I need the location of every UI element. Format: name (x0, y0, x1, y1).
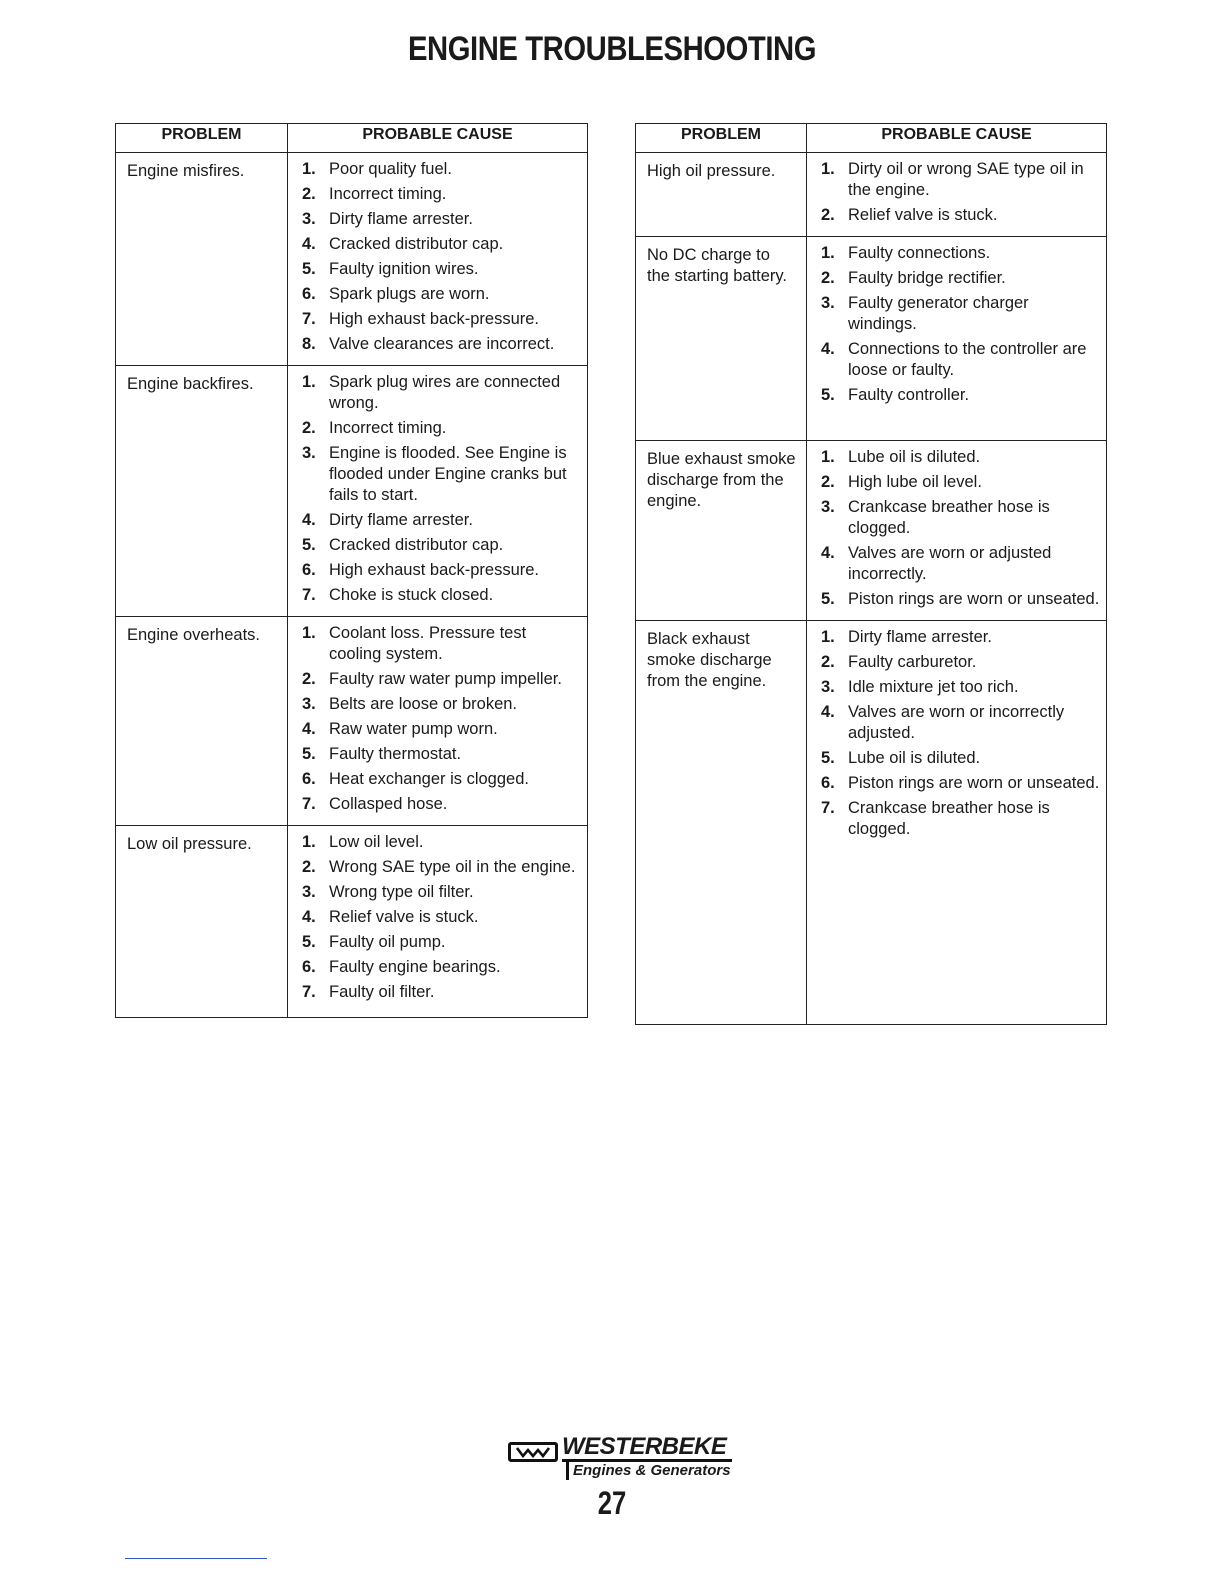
cause-number: 5. (821, 386, 835, 404)
cause-list (302, 623, 583, 815)
cause-number: 4. (302, 720, 316, 738)
troubleshooting-table-right (635, 123, 1107, 1025)
cause-number: 4. (302, 908, 316, 926)
cause-number: 8. (302, 335, 316, 353)
cause-text: Valves are worn or adjusted incorrectly. (848, 544, 1052, 583)
cause-number: 2. (821, 206, 835, 224)
cause-item (302, 184, 583, 205)
cause-item (821, 472, 1102, 493)
cause-text: High exhaust back-pressure. (329, 310, 540, 328)
cause-text: Faulty generator charger windings. (848, 294, 1029, 333)
cause-number: 1. (302, 833, 316, 851)
cause-text: Raw water pump worn. (329, 720, 498, 738)
cause-item (821, 205, 1102, 226)
cause-item (821, 447, 1102, 468)
cause-item (821, 339, 1102, 381)
cause-item (302, 623, 583, 665)
cause-item (821, 773, 1102, 794)
probable-cause-cell (807, 441, 1107, 621)
cause-item (302, 882, 583, 903)
cause-item (302, 744, 583, 765)
brand-name: WESTERBEKE (562, 1435, 732, 1462)
cause-text: Crankcase breather hose is clogged. (848, 799, 1050, 838)
brand-tagline: Engines & Generators (566, 1462, 731, 1480)
cause-item (302, 669, 583, 690)
troubleshooting-row (116, 617, 588, 826)
cause-number: 5. (821, 590, 835, 608)
cause-item (302, 769, 583, 790)
cause-number: 6. (302, 561, 316, 579)
cause-text: Piston rings are worn or unseated. (848, 774, 1100, 792)
cause-text: Faulty connections. (848, 244, 991, 262)
cause-number: 3. (302, 210, 316, 228)
cause-text: Faulty oil filter. (329, 983, 435, 1001)
probable-cause-cell (288, 826, 588, 1018)
cause-item (302, 443, 583, 506)
cause-number: 3. (821, 498, 835, 516)
cause-number: 4. (821, 703, 835, 721)
cause-item (302, 284, 583, 305)
cause-item (821, 243, 1102, 264)
problem-header: PROBLEM (116, 124, 288, 153)
westerbeke-logo-icon (508, 1442, 558, 1462)
cause-number: 1. (821, 160, 835, 178)
cause-text: Dirty flame arrester. (329, 511, 473, 529)
problem-cell: Engine misfires. (116, 153, 288, 366)
cause-item (302, 794, 583, 815)
cause-text: Incorrect timing. (329, 185, 447, 203)
cause-text: Spark plug wires are connected wrong. (329, 373, 561, 412)
cause-text: Lube oil is diluted. (848, 448, 981, 466)
cause-item (821, 677, 1102, 698)
cause-text: High exhaust back-pressure. (329, 561, 540, 579)
problem-cell: Engine overheats. (116, 617, 288, 826)
cause-text: Engine is flooded. See Engine is flooded under Engine cranks but fails to start. (329, 444, 567, 504)
cause-text: Connections to the controller are loose or faulty. (848, 340, 1087, 379)
troubleshooting-row (636, 621, 1107, 1025)
cause-item (302, 907, 583, 928)
cause-item (302, 694, 583, 715)
problem-cell: No DC charge to the starting battery. (636, 237, 807, 441)
cause-text: Faulty thermostat. (329, 745, 462, 763)
cause-text: High lube oil level. (848, 473, 982, 491)
cause-text: Belts are loose or broken. (329, 695, 518, 713)
probable-cause-cell (807, 237, 1107, 441)
problem-header: PROBLEM (636, 124, 807, 153)
cause-number: 5. (302, 745, 316, 763)
cause-item (302, 259, 583, 280)
troubleshooting-row (636, 441, 1107, 621)
cause-text: Relief valve is stuck. (848, 206, 998, 224)
cause-number: 3. (302, 695, 316, 713)
cause-item (821, 702, 1102, 744)
cause-item (302, 832, 583, 853)
cause-item (821, 268, 1102, 289)
cause-item (302, 560, 583, 581)
cause-number: 5. (302, 933, 316, 951)
cause-text: Dirty flame arrester. (329, 210, 473, 228)
cause-number: 7. (302, 983, 316, 1001)
cause-number: 6. (302, 285, 316, 303)
cause-text: Idle mixture jet too rich. (848, 678, 1019, 696)
cause-text: Crankcase breather hose is clogged. (848, 498, 1050, 537)
cause-number: 1. (821, 628, 835, 646)
cause-number: 2. (302, 670, 316, 688)
cause-number: 7. (302, 310, 316, 328)
cause-item (302, 857, 583, 878)
cause-item (302, 209, 583, 230)
cause-text: Faulty oil pump. (329, 933, 446, 951)
cause-text: Faulty bridge rectifier. (848, 269, 1006, 287)
cause-text: Relief valve is stuck. (329, 908, 479, 926)
page-number: 27 (597, 1485, 627, 1521)
cause-list (302, 372, 583, 606)
troubleshooting-row (636, 153, 1107, 237)
cause-number: 3. (302, 444, 316, 462)
cause-item (821, 589, 1102, 610)
cause-number: 6. (302, 958, 316, 976)
cause-item (302, 585, 583, 606)
cause-number: 4. (821, 544, 835, 562)
cause-text: Wrong type oil filter. (329, 883, 474, 901)
cause-number: 5. (821, 749, 835, 767)
problem-cell: Blue exhaust smoke discharge from the engine. (636, 441, 807, 621)
cause-text: Collasped hose. (329, 795, 448, 813)
cause-text: Choke is stuck closed. (329, 586, 494, 604)
cause-number: 2. (302, 858, 316, 876)
troubleshooting-row (636, 237, 1107, 441)
cause-number: 4. (302, 235, 316, 253)
cause-list (821, 243, 1102, 406)
probable-cause-cell (288, 153, 588, 366)
cause-number: 7. (302, 795, 316, 813)
cause-text: Faulty carburetor. (848, 653, 977, 671)
cause-item (821, 159, 1102, 201)
cause-number: 5. (302, 536, 316, 554)
cause-item (302, 957, 583, 978)
cause-number: 2. (302, 419, 316, 437)
cause-item (821, 293, 1102, 335)
cause-number: 7. (821, 799, 835, 817)
cause-list (302, 832, 583, 1003)
cause-item (821, 497, 1102, 539)
cause-item (302, 418, 583, 439)
cause-number: 3. (821, 678, 835, 696)
cause-list (821, 627, 1102, 840)
cause-text: Spark plugs are worn. (329, 285, 490, 303)
cause-text: Faulty ignition wires. (329, 260, 479, 278)
cause-item (821, 748, 1102, 769)
cause-item (302, 234, 583, 255)
probable-cause-cell (807, 153, 1107, 237)
cause-text: Faulty controller. (848, 386, 970, 404)
troubleshooting-row (116, 366, 588, 617)
cause-item (302, 535, 583, 556)
cause-item (302, 159, 583, 180)
cause-number: 1. (821, 244, 835, 262)
page-title: ENGINE TROUBLESHOOTING (407, 30, 817, 68)
cause-text: Poor quality fuel. (329, 160, 452, 178)
cause-text: Dirty flame arrester. (848, 628, 992, 646)
problem-cell: Black exhaust smoke discharge from the engine. (636, 621, 807, 1025)
cause-text: Heat exchanger is clogged. (329, 770, 529, 788)
cause-number: 6. (821, 774, 835, 792)
probable-cause-header: PROBABLE CAUSE (807, 124, 1107, 153)
cause-item (302, 334, 583, 355)
cause-list (821, 447, 1102, 610)
cause-number: 1. (302, 373, 316, 391)
cause-text: Cracked distributor cap. (329, 235, 504, 253)
problem-cell: Low oil pressure. (116, 826, 288, 1018)
cause-item (302, 982, 583, 1003)
cause-text: Faulty engine bearings. (329, 958, 501, 976)
cause-item (302, 372, 583, 414)
cause-item (821, 652, 1102, 673)
problem-cell: Engine backfires. (116, 366, 288, 617)
cause-text: Valves are worn or incorrectly adjusted. (848, 703, 1065, 742)
cause-text: Valve clearances are incorrect. (329, 335, 555, 353)
cause-number: 6. (302, 770, 316, 788)
cause-text: Faulty raw water pump impeller. (329, 670, 562, 688)
cause-number: 2. (821, 473, 835, 491)
cause-text: Piston rings are worn or unseated. (848, 590, 1100, 608)
probable-cause-cell (288, 617, 588, 826)
cause-number: 7. (302, 586, 316, 604)
cause-number: 2. (821, 269, 835, 287)
cause-text: Low oil level. (329, 833, 424, 851)
cause-number: 2. (302, 185, 316, 203)
cause-item (821, 543, 1102, 585)
cause-text: Coolant loss. Pressure test cooling system. (329, 624, 527, 663)
cause-list (302, 159, 583, 355)
cause-number: 4. (821, 340, 835, 358)
cause-text: Lube oil is diluted. (848, 749, 981, 767)
troubleshooting-row (116, 826, 588, 1018)
cause-item (302, 510, 583, 531)
cause-number: 5. (302, 260, 316, 278)
brand-footer (508, 1430, 768, 1480)
cause-text: Cracked distributor cap. (329, 536, 504, 554)
cause-item (821, 627, 1102, 648)
cause-item (302, 932, 583, 953)
cause-text: Dirty oil or wrong SAE type oil in the engine. (848, 160, 1084, 199)
cause-number: 3. (821, 294, 835, 312)
cause-text: Incorrect timing. (329, 419, 447, 437)
problem-cell: High oil pressure. (636, 153, 807, 237)
cause-number: 3. (302, 883, 316, 901)
cause-text: Wrong SAE type oil in the engine. (329, 858, 576, 876)
cause-item (302, 309, 583, 330)
cause-number: 1. (302, 160, 316, 178)
troubleshooting-table-left (115, 123, 588, 1018)
cause-item (821, 385, 1102, 406)
probable-cause-cell (807, 621, 1107, 1025)
bottom-rule (125, 1558, 267, 1559)
cause-item (821, 798, 1102, 840)
cause-list (821, 159, 1102, 226)
cause-number: 4. (302, 511, 316, 529)
cause-number: 1. (821, 448, 835, 466)
cause-item (302, 719, 583, 740)
cause-number: 1. (302, 624, 316, 642)
troubleshooting-row (116, 153, 588, 366)
probable-cause-cell (288, 366, 588, 617)
probable-cause-header: PROBABLE CAUSE (288, 124, 588, 153)
cause-number: 2. (821, 653, 835, 671)
